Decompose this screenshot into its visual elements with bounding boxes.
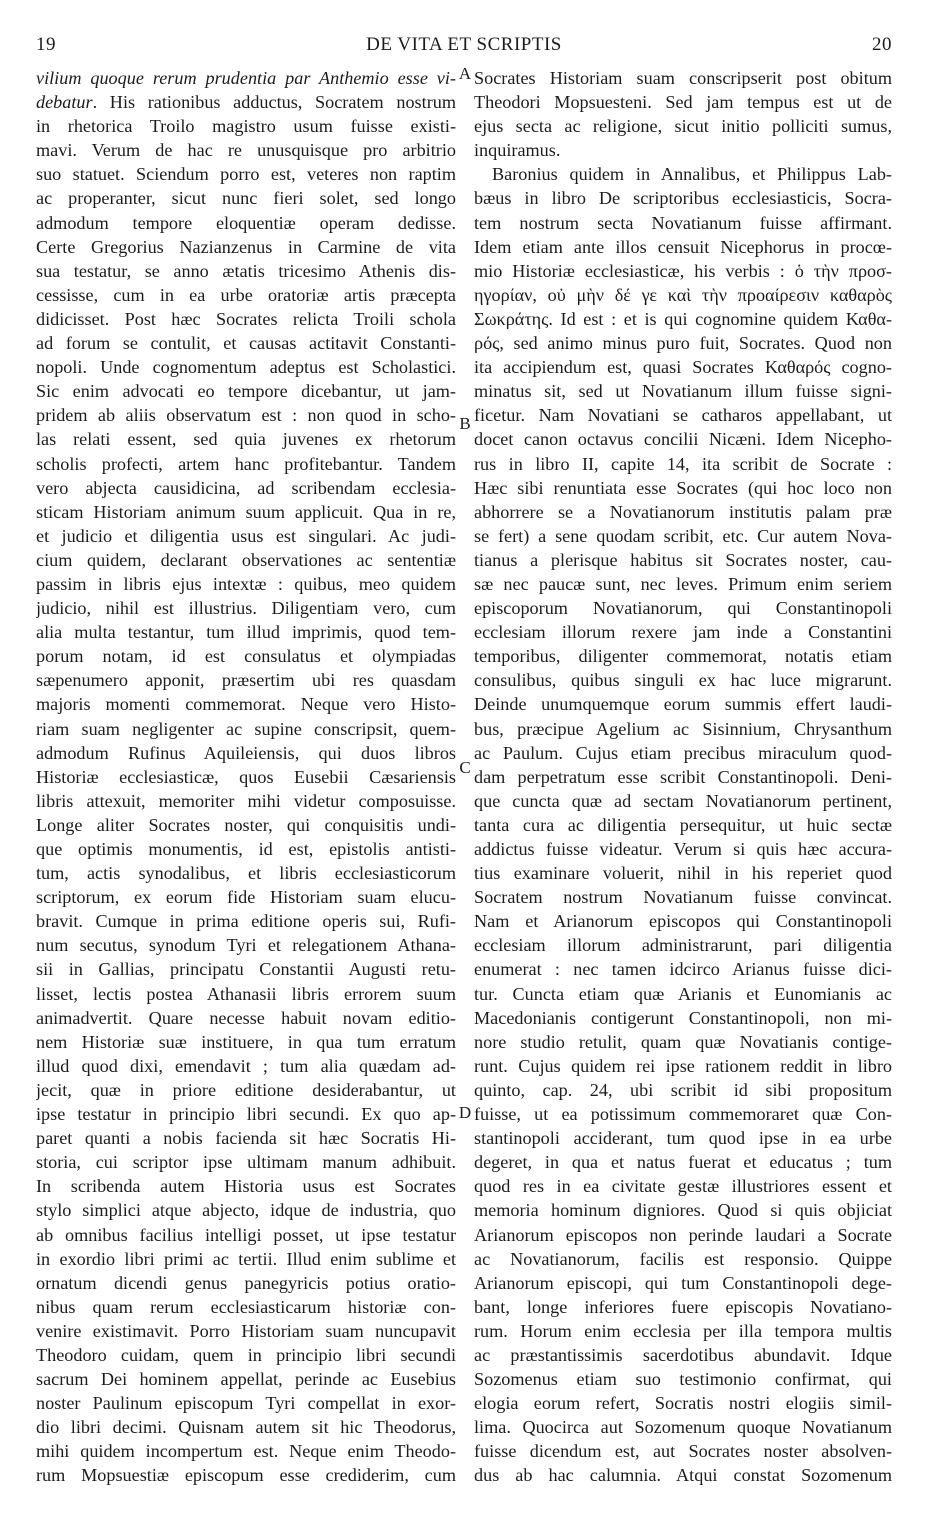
text-line: ornatum dicendi genus panegyricis potius oratio- xyxy=(36,1272,456,1293)
italic-text: vilium quoque rerum prudentia par Anthemio esse vi- xyxy=(36,68,456,88)
text-line: sæ nec paucæ sunt, nec leves. Primum enim seriem xyxy=(474,573,892,594)
text-line: bravit. Cumque in prima editione operis sui, Rufi- xyxy=(36,911,456,932)
left-column xyxy=(36,66,456,1488)
text-line: dus ab hac calumnia. Atqui constat Sozomenum xyxy=(474,1465,892,1486)
text-line: sua testatur, se anno ætatis tricesimo Athenis dis- xyxy=(36,260,456,281)
text-line: paret quanti a nobis facienda sit hæc Socratis Hi- xyxy=(36,1128,456,1149)
text-line: las relati essent, sed quia juvenes ex rhetorum xyxy=(36,429,456,450)
text-line: quinto, cap. 24, ubi scribit id sibi propositum xyxy=(474,1079,892,1100)
text-line: riam suam negligenter ac supine conscripsit, quem- xyxy=(36,718,456,739)
text-line: rus in libro II, capite 14, ita scribit de Socrate : xyxy=(474,453,892,474)
text-line: runt. Cujus quidem rei ipse rationem reddit in libro xyxy=(474,1055,892,1076)
text-line: judicio, nihil est illustrius. Diligentiam vero, cum xyxy=(36,598,456,619)
text-line: bus, præcipue Agelium ac Sisinnium, Chrysanthum xyxy=(474,718,892,739)
text-line: cium quidem, declarant observationes ac sententiæ xyxy=(36,549,456,570)
text-line: quod res in ea civitate gestæ illustriores essent et xyxy=(474,1176,892,1197)
text-line xyxy=(36,66,456,90)
text-line: noster Paulinum episcopum Tyri compellat in exor- xyxy=(36,1393,456,1414)
text-line: tanta cura ac diligentia persequitur, ut huic sectæ xyxy=(474,814,892,835)
page-number-right: 20 xyxy=(872,34,892,55)
text-line: rum Mopsuestiæ episcopum esse crediderim, cum xyxy=(36,1465,456,1486)
text-line: scholis profecti, artem hanc profitebantur. Tandem xyxy=(36,453,456,474)
text-line: abhorrere se a Novatianorum institutis palam præ xyxy=(474,501,892,522)
text-line: Σωκράτης. Id est : et is qui cognomine quidem Καθα- xyxy=(474,308,892,329)
text-line: ad forum se contulit, et causas actitavit Constanti- xyxy=(36,333,456,354)
text-line: elogia eorum refert, Socratis nostri elogiis simil- xyxy=(474,1393,892,1414)
text-line: ficetur. Nam Novatiani se catharos appellabant, ut xyxy=(474,405,892,426)
text-line: fuisse dicendum est, aut Socrates noster absolven- xyxy=(474,1441,892,1462)
text-line: Baronius quidem in Annalibus, et Philippus Lab- xyxy=(492,164,892,185)
text-line: inquiramus. xyxy=(474,140,561,161)
text-line xyxy=(36,90,456,114)
text-line: admodum Rufinus Aquileiensis, qui duos libros xyxy=(36,742,456,763)
text-line: suo statuet. Sciendum porro est, veteres non raptim xyxy=(36,164,456,185)
text-line: tem nostrum secta Novatianum fuisse affirmant. xyxy=(474,212,892,233)
text-line: majoris momenti commemorat. Neque vero Histo- xyxy=(36,694,456,715)
text-line: ipse testatur in principio libri secundi. Ex quo ap- xyxy=(36,1104,456,1125)
margin-marker-a: A xyxy=(458,64,472,83)
text-line: nopoli. Unde cognomentum adeptus est Scholastici. xyxy=(36,357,456,378)
italic-text: debatur xyxy=(36,92,93,113)
text-line: lima. Quocirca aut Sozomenum quoque Novatianum xyxy=(474,1417,892,1438)
text-line: ac Paulum. Cujus etiam precibus miraculum quod- xyxy=(474,742,892,763)
margin-marker-b: B xyxy=(459,414,471,433)
text-line: minatus sit, sed ut Novatianum illum fuisse signi- xyxy=(474,381,892,402)
text-line: alia multa testantur, tum illud imprimis, quod tem- xyxy=(36,622,456,643)
page-number-left: 19 xyxy=(36,34,56,55)
text-line: animadvertit. Quare necesse habuit novam editio- xyxy=(36,1007,456,1028)
text-line: tur. Cuncta etiam quæ Arianis et Eunomianis ac xyxy=(474,983,892,1004)
text-line: sæpenumero apponit, præsertim ubi res quasdam xyxy=(36,670,456,691)
text-line: fuisse, ut ea potissimum commemoraret quæ Con- xyxy=(474,1104,892,1125)
margin-marker-d: D xyxy=(458,1103,472,1122)
text-line: num secutus, synodum Tyri et relegationem Athana- xyxy=(36,935,456,956)
text-line: Arianorum episcopi, qui tum Constantinopoli dege- xyxy=(474,1272,892,1293)
text-line: Sic enim advocati eo tempore dicebantur, ut jam- xyxy=(36,381,456,402)
text-line: ac properanter, sicut nunc fieri solet, sed longo xyxy=(36,188,456,209)
text-line: stantinopoli acciderant, tum quod ipse in ea urbe xyxy=(474,1128,892,1149)
text-line: mavi. Verum de hac re unusquisque pro arbitrio xyxy=(36,140,456,161)
text-line: ecclesiam illorum administrarunt, pari diligentia xyxy=(474,935,892,956)
right-column xyxy=(474,66,892,1488)
text-line: consulibus, quibus singuli ex hac luce migrarunt. xyxy=(474,670,892,691)
text-line: dam perpetratum esse scribit Constantinopoli. Deni- xyxy=(474,766,892,787)
text-line: Certe Gregorius Nazianzenus in Carmine de vita xyxy=(36,236,456,257)
text-line: Socratem nostrum Novatianum fuisse convincat. xyxy=(474,887,892,908)
text-line: Theodoro cuidam, quem in principio libri secundi xyxy=(36,1344,456,1365)
text-line: que cuncta quæ ad sectam Novatianorum pertinent, xyxy=(474,790,892,811)
text-line: episcoporum Novatianorum, qui Constantinopoli xyxy=(474,598,892,619)
text-line: in exordio libri primi ac tertii. Illud enim sublime et xyxy=(36,1248,456,1269)
text-line: Deinde unumquemque eorum summis effert laudi- xyxy=(474,694,892,715)
running-header xyxy=(36,34,892,58)
text-line: didicisset. Post hæc Socrates relicta Troili schola xyxy=(36,308,456,329)
text-line: mihi quidem incompertum est. Neque enim Theodo- xyxy=(36,1441,456,1462)
text-line: scriptorum, ex eorum fide Historiam suam elucu- xyxy=(36,887,456,908)
text-line: et judicio et diligentia usus est singulari. Ac judi- xyxy=(36,525,456,546)
text-line: ita accipiendum est, quasi Socrates Καθαρός cogno- xyxy=(474,357,892,378)
text-line: libris attexuit, memoriter mihi videtur composuisse. xyxy=(36,790,456,811)
text-line: In scribenda autem Historia usus est Socrates xyxy=(36,1176,456,1197)
text-line: que optimis monumentis, id est, epistolis antisti- xyxy=(36,839,456,859)
text-line: ρός, sed animo minus puro fuit, Socrates. Quod non xyxy=(474,333,892,354)
text-line: stylo simplici atque abjecto, idque de industria, quo xyxy=(36,1200,456,1221)
text-line: cessisse, cum in ea urbe oratoriæ artis præcepta xyxy=(36,284,456,305)
text-line: Arianorum episcopos non perinde laudari a Socrate xyxy=(474,1224,892,1245)
text-line: Historiæ ecclesiasticæ, quos Eusebii Cæsariensis xyxy=(36,766,456,787)
text-line: docet canon octavus concilii Nicæni. Idem Nicepho- xyxy=(474,429,892,450)
text-line: venire existimavit. Porro Historiam suam nuncupavit xyxy=(36,1320,456,1341)
text-line: temporibus, diligenter commemorat, notatis etiam xyxy=(474,646,892,667)
text-line: ac Novatianorum, facilis est responsio. Quippe xyxy=(474,1248,892,1269)
text-line: Theodori Mopsuesteni. Sed jam tempus est ut de xyxy=(474,92,892,113)
text-line: nore studio retulit, quam quæ Novatianis contige- xyxy=(474,1031,892,1052)
text-line: pridem ab aliis observatum est : non quod in scho- xyxy=(36,405,456,426)
text-line: tianus a plerisque habitus sit Socrates noster, cau- xyxy=(474,549,892,570)
text-line: in rhetorica Troilo magistro usum fuisse existi- xyxy=(36,116,456,137)
text-line: sticam Historiam animum suum applicuit. Qua in re, xyxy=(36,501,456,522)
text-line: se fert) a sene quodam scribit, etc. Cur autem Nova- xyxy=(474,525,892,546)
text-line: memoria hominum digniores. Quod si quis objiciat xyxy=(474,1200,892,1221)
text-line: bæus in libro De scriptoribus ecclesiasticis, Socra- xyxy=(474,188,892,209)
text-line: Idem etiam ante illos censuit Nicephorus in procœ- xyxy=(474,236,892,257)
text-line: illud quod dixi, emendavit ; tum alia quædam ad- xyxy=(36,1055,456,1076)
text-line: Nam et Arianorum episcopos qui Constantinopoli xyxy=(474,911,892,932)
text-line: storia, cui scriptor ipse ultimam manum adhibuit. xyxy=(36,1152,456,1173)
text-line: lisset, lectis postea Athanasii libris errorem suum xyxy=(36,983,456,1004)
text-line: Socrates Historiam suam conscripserit post obitum xyxy=(474,68,892,88)
text-line: enumerat : nec tamen idcirco Arianus fuisse dici- xyxy=(474,959,892,980)
text-line: sii in Gallias, principatu Constantii Augusti retu- xyxy=(36,959,456,980)
running-title: DE VITA ET SCRIPTIS xyxy=(366,34,562,55)
text-line: Hæc sibi renuntiata esse Socrates (qui hoc loco non xyxy=(474,477,892,498)
text-line: rum. Horum enim ecclesia per illa tempora multis xyxy=(474,1320,892,1341)
text-line: ab omnibus facilius intelligi posset, ut ipse testatur xyxy=(36,1224,456,1245)
text-line: ac præstantissimis sacerdotibus abundavit. Idque xyxy=(474,1344,892,1365)
text-line: Longe aliter Socrates noster, qui conquisitis undi- xyxy=(36,814,456,835)
text-line: jecit, quæ in priore editione desiderabantur, ut xyxy=(36,1079,456,1100)
text-line: bant, longe inferiores fuere episcopis Novatiano- xyxy=(474,1296,892,1317)
text-line: passim in libris ejus intextæ : quibus, meo quidem xyxy=(36,573,456,594)
text-line: tius examinare voluerit, nihil in his reperiet quod xyxy=(474,863,892,884)
text-line: ηγορίαν, οὐ μὴν δέ γε καὶ τὴν προαίρεσιν καθαρὸς xyxy=(474,284,892,305)
text-line: porum notam, id est consulatus et olympiadas xyxy=(36,646,456,667)
text-line: addictus fuisse videatur. Verum si quis hæc accura- xyxy=(474,839,892,859)
text-line: degeret, in qua et natus fuerat et educatus ; tum xyxy=(474,1152,892,1173)
text-line: Sozomenus etiam suo testimonio confirmat, qui xyxy=(474,1369,892,1390)
text-line: ejus secta ac religione, sicut initio polliciti sumus, xyxy=(474,116,892,137)
text-line: nem Historiæ suæ instituere, in qua tum erratum xyxy=(36,1031,456,1052)
text-line: nibus quam rerum ecclesiasticarum historiæ con- xyxy=(36,1296,456,1317)
text-line-rest: . His rationibus adductus, Socratem nostrum xyxy=(92,92,456,113)
text-line: dio libri decimi. Quisnam autem sit hic Theodorus, xyxy=(36,1417,456,1438)
text-line: tum, actis synodalibus, et libris ecclesiasticorum xyxy=(36,863,456,884)
text-line: mio Historiæ ecclesiasticæ, his verbis : ὁ τὴν προσ- xyxy=(474,260,892,281)
text-line: sacrum Dei hominem appellat, perinde ac Eusebius xyxy=(36,1369,456,1390)
margin-marker-c: C xyxy=(459,758,471,777)
text-line: admodum tempore eloquentiæ operam dedisse. xyxy=(36,212,456,233)
text-line: vero abjecta causidicina, ad scribendam ecclesia- xyxy=(36,477,456,498)
text-line: Macedonianis contigerunt Constantinopoli, non mi- xyxy=(474,1007,892,1028)
text-line: ecclesiam illorum rexere jam inde a Constantini xyxy=(474,622,892,643)
